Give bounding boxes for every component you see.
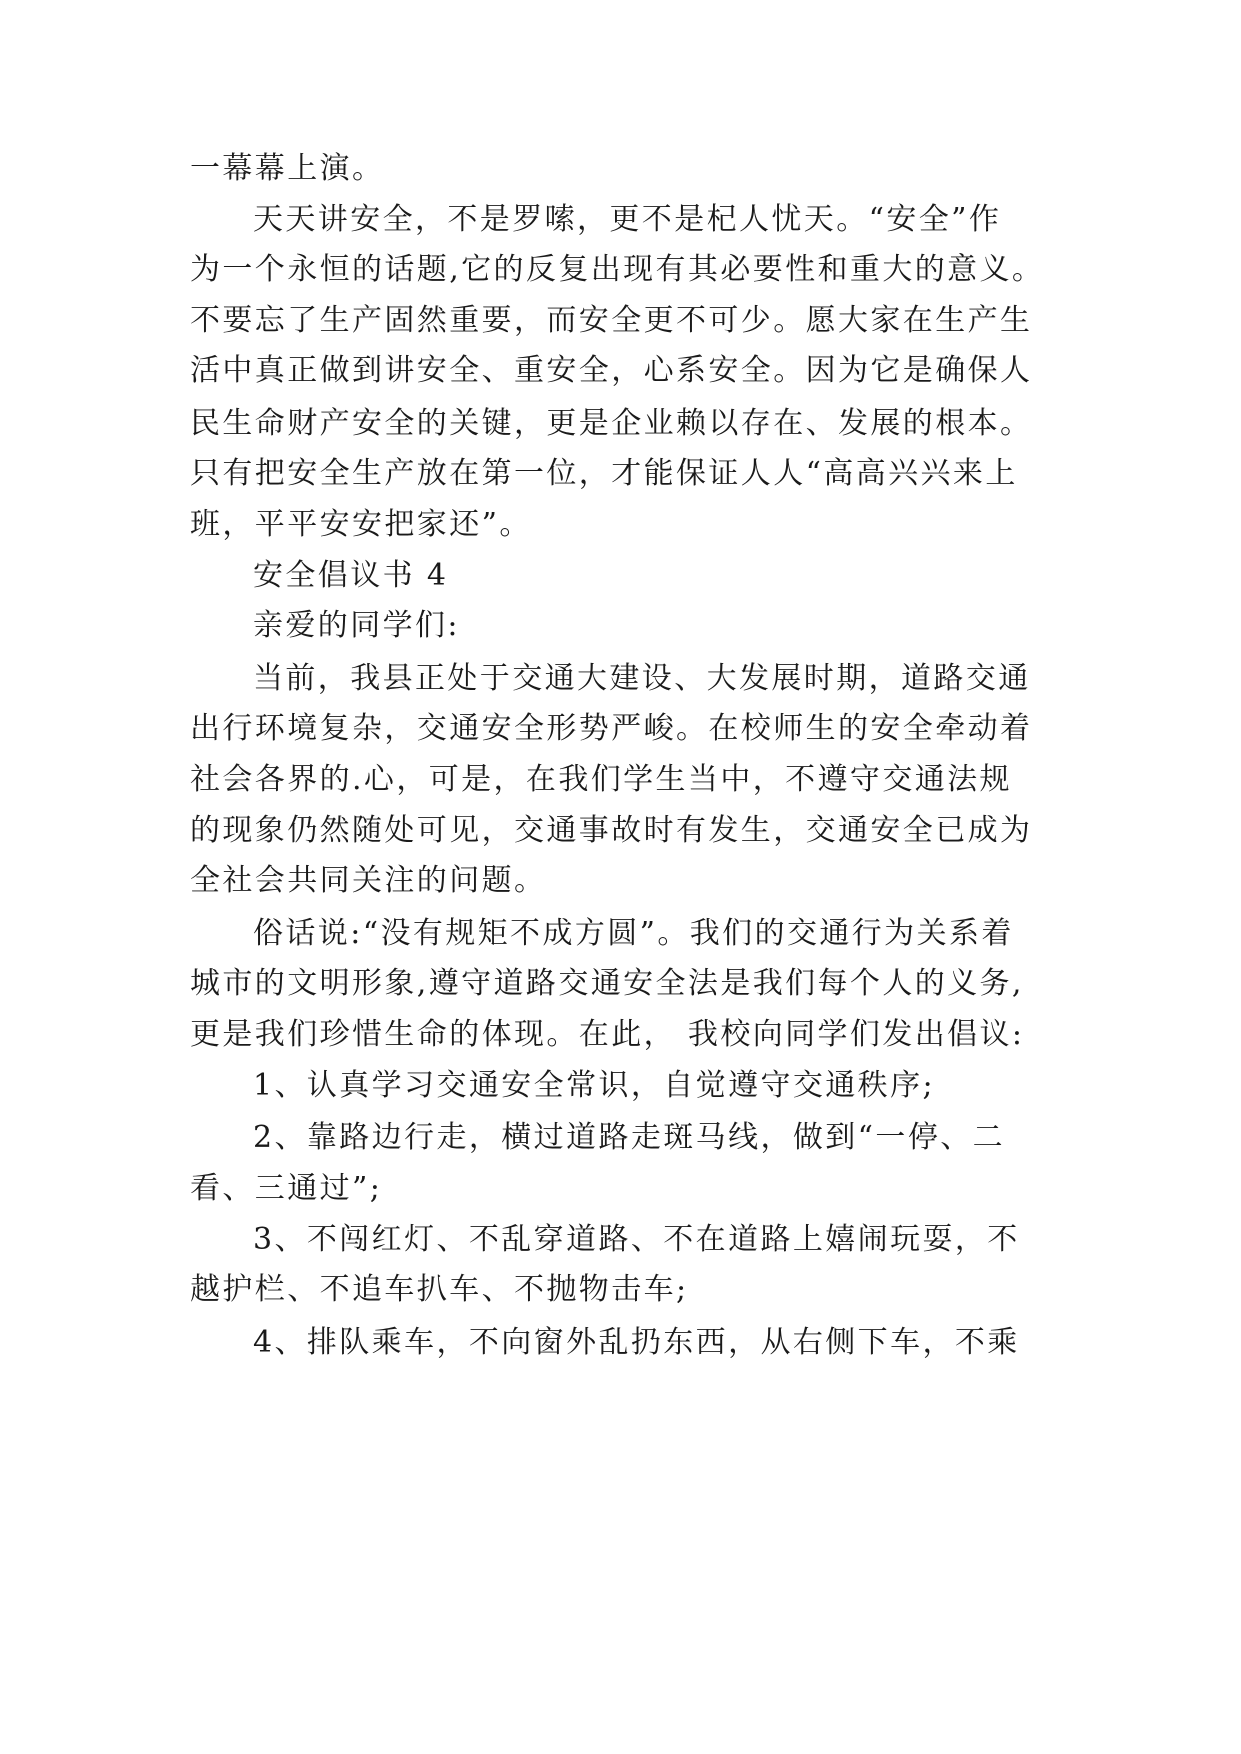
text-line: 民生命财产安全的关键，更是企业赖以存在、发展的根本。 [190,406,1033,441]
text-line: 班，平平安安把家还”。 [190,507,532,542]
list-item-line: 1、认真学习交通安全常识，自觉遵守交通秩序; [253,1068,935,1103]
paragraph-start-line: 俗话说:“没有规矩不成方圆”。我们的交通行为关系着 [253,916,1014,951]
list-item-line: 2、靠路边行走，横过道路走斑马线，做到“一停、二 [253,1120,1006,1155]
text-line: 活中真正做到讲安全、重安全，心系安全。因为它是确保人 [190,353,1033,388]
paragraph-start-line: 当前，我县正处于交通大建设、大发展时期，道路交通 [253,661,1031,696]
text-line: 社会各界的.心，可是，在我们学生当中，不遵守交通法规 [190,762,1012,797]
text-line: 一幕幕上演。 [190,151,385,186]
text-line: 不要忘了生产固然重要，而安全更不可少。愿大家在生产生 [190,303,1033,338]
text-line: 只有把安全生产放在第一位，才能保证人人“高高兴兴来上 [190,456,1018,491]
text-line: 更是我们珍惜生命的体现。在此， 我校向同学们发出倡议: [190,1017,1025,1052]
text-line: 出行环境复杂，交通安全形势严峻。在校师生的安全牵动着 [190,711,1033,746]
text-line: 城市的文明形象,遵守道路交通安全法是我们每个人的义务, [190,966,1024,1001]
text-line: 为一个永恒的话题,它的反复出现有其必要性和重大的意义。 [190,252,1045,287]
text-line: 看、三通过”; [190,1171,383,1206]
section-heading: 安全倡议书 4 [253,558,449,593]
text-line: 全社会共同关注的问题。 [190,863,547,898]
list-item-line: 4、排队乘车，不向窗外乱扔东西，从右侧下车，不乘 [253,1325,1020,1360]
salutation: 亲爱的同学们: [253,608,460,643]
paragraph-start-line: 天天讲安全，不是罗嗦，更不是杞人忧天。“安全”作 [253,202,1002,237]
text-line: 的现象仍然随处可见，交通事故时有发生，交通安全已成为 [190,813,1033,848]
text-line: 越护栏、不追车扒车、不抛物击车; [190,1272,689,1307]
list-item-line: 3、不闯红灯、不乱穿道路、不在道路上嬉闹玩耍，不 [253,1222,1020,1257]
